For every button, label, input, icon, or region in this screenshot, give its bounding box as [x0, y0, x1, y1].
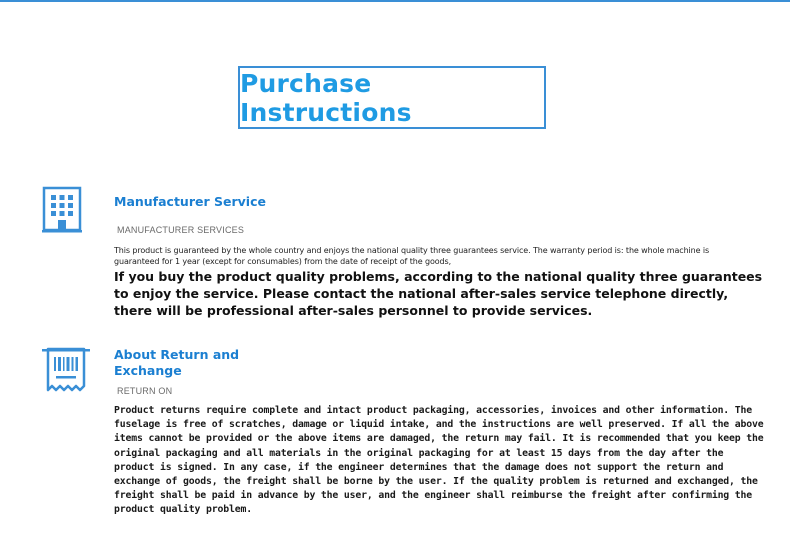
building-icon [42, 186, 82, 234]
warranty-main-text: If you buy the product quality problems, according to the national quality three guarantees to enjoy the service. Please contact the national after-sales service telephone directly, there will be professional after-sales personnel to provide services. [114, 269, 763, 318]
receipt-barcode-icon [42, 346, 90, 394]
manufacturer-service-title: Manufacturer Service [114, 194, 266, 209]
warranty-small-text: This product is guaranteed by the whole country and enjoys the national quality three guarantees service. The warranty period is: the whole machine is guaranteed for 1 year (except for consumables) from the date of receipt of the goods, [114, 246, 710, 266]
return-exchange-subtitle: RETURN ON [117, 386, 173, 396]
title-banner [238, 66, 546, 129]
return-exchange-title [114, 347, 239, 379]
page-title: Purchase Instructions [240, 68, 412, 127]
return-policy-text: Product returns require complete and intact product packaging, accessories, invoices and other information. The fuselage is free of scratches, damage or liquid intake, and the instructions are well preserved. If all the above items cannot be provided or the above items are damaged, the return may fail. It is recommended that you keep the original packaging and all materials in the original packaging for at least 15 days from the day after the product is signed. In any case, if the engineer determines that the damage does not support the return and exchange of goods, the freight shall be borne by the user. If the quality problem is returned and exchanged, the freight shall be paid in advance by the user, and the engineer shall reimburse the freight after confirming the product quality problem. [114, 405, 764, 516]
return-exchange-title-line1: About Return and [114, 347, 240, 362]
top-divider [0, 0, 790, 2]
manufacturer-service-subtitle: MANUFACTURER SERVICES [117, 225, 245, 235]
return-exchange-title-line2: Exchange [114, 363, 182, 378]
